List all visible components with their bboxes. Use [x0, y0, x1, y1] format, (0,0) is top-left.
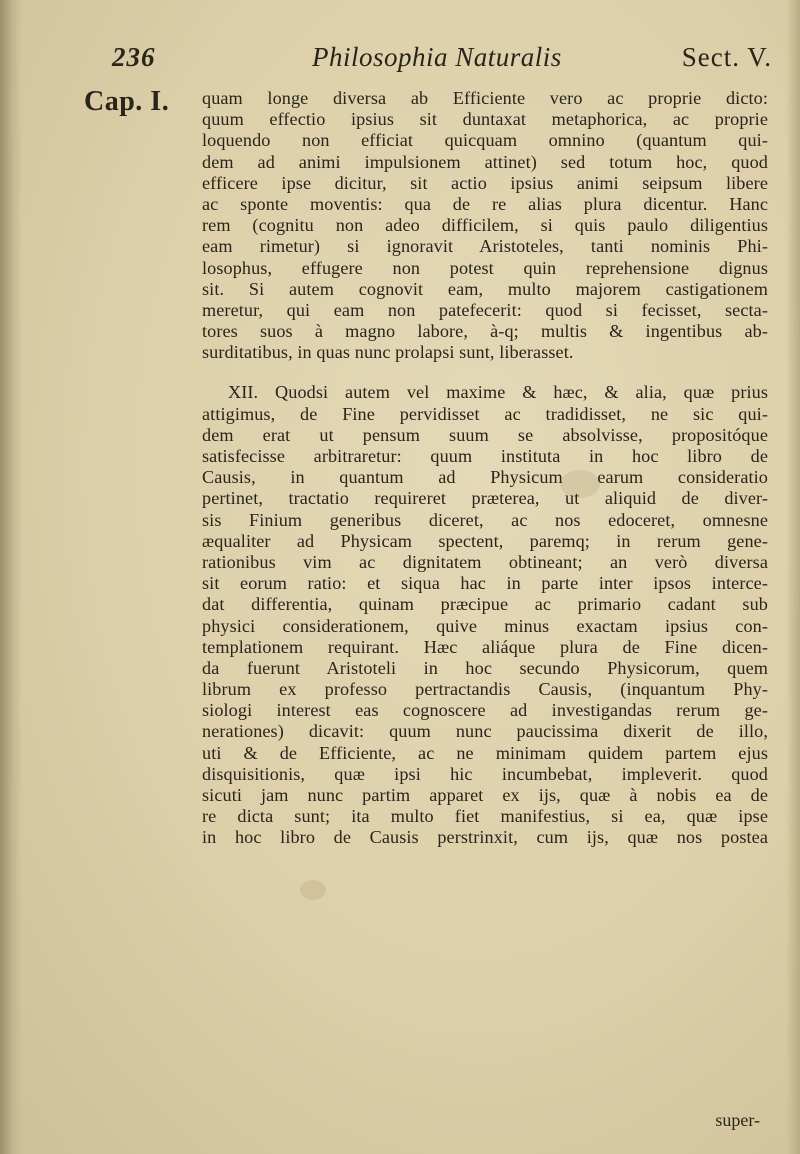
- text-line: efficere ipse dicitur, sit actio ipsius animi seipsum libere: [202, 172, 768, 193]
- text-line: æqualiter ad Physicam spectent, paremq; in rerum gene-: [202, 530, 768, 551]
- text-line: physici considerationem, quive minus exactam ipsius con-: [202, 615, 768, 636]
- text-line: uti & de Efficiente, ac ne minimam quidem partem ejus: [202, 742, 768, 763]
- text-line: sit eorum ratio: et siqua hac in parte inter ipsos interce-: [202, 573, 768, 594]
- running-title: Philosophia Naturalis: [312, 42, 562, 72]
- text-line: sis Finium generibus diceret, ac nos edoceret, omnesne: [202, 509, 768, 530]
- text-line: attigimus, de Fine pervidisset ac tradidisset, ne sic qui-: [202, 403, 768, 424]
- text-line: in hoc libro de Causis perstrinxit, cum ijs, quæ nos postea: [202, 827, 768, 848]
- text-line: tores suos à magno labore, à-q; multis & ingentibus ab-: [202, 321, 768, 342]
- binding-gutter: [0, 0, 22, 1154]
- text-line: nerationes) dicavit: quum nunc paucissima dixerit de illo,: [202, 721, 768, 742]
- text-line: quam longe diversa ab Efficiente vero ac proprie dicto:: [202, 88, 768, 108]
- text-line: dem ad animi impulsionem attinet) sed totum hoc, quod: [202, 151, 768, 172]
- text-line: XII. Quodsi autem vel maxime & hæc, & alia, quæ prius: [228, 382, 768, 403]
- text-line: rationibus vim ac dignitatem obtineant; an verò diversa: [202, 551, 768, 572]
- body-text: [202, 88, 768, 849]
- catchword: super-: [715, 1110, 760, 1130]
- page-header: [112, 38, 772, 78]
- text-line: dat differentia, quinam præcipue ac primario cadant sub: [202, 594, 768, 615]
- text-line: Causis, in quantum ad Physicum earum consideratio: [202, 467, 768, 488]
- text-line: losophus, effugere non potest quin reprehensione dignus: [202, 257, 768, 278]
- text-line: quum effectio ipsius sit duntaxat metaphorica, ac proprie: [202, 109, 768, 130]
- text-line: loquendo non efficiat quicquam omnino (quantum qui-: [202, 130, 768, 151]
- paragraph-2: [202, 382, 768, 848]
- text-line: siologi interest eas cognoscere ad investigandas rerum ge-: [202, 700, 768, 721]
- text-line: eam rimetur) si ignoravit Aristoteles, tanti nominis Phi-: [202, 236, 768, 257]
- text-line: satisfecisse arbitraretur: quum instituta in hoc libro de: [202, 446, 768, 466]
- text-line: librum ex professo pertractandis Causis, (inquantum Phy-: [202, 679, 768, 700]
- section-label: Sect. V.: [681, 42, 772, 72]
- text-line: rem (cognitu non adeo difficilem, si quis paulo diligentius: [202, 215, 768, 236]
- text-line: dem erat ut pensum suum se absolvisse, propositóque: [202, 424, 768, 445]
- text-line: pertinet, tractatio requireret præterea, ut aliquid de diver-: [202, 488, 768, 509]
- text-line: meretur, qui eam non patefecerit: quod si fecisset, secta-: [202, 299, 768, 320]
- paragraph-1: [202, 88, 768, 363]
- text-line: sicuti jam nunc partim apparet ex ijs, quæ à nobis ea de: [202, 785, 768, 805]
- paper-stain: [300, 880, 326, 900]
- text-line: surditatibus, in quas nunc prolapsi sunt, liberasset.: [202, 342, 574, 363]
- page-edge: [786, 0, 800, 1154]
- text-line: templationem requirant. Hæc aliáque plura de Fine dicen-: [202, 636, 768, 657]
- text-line: sit. Si autem cognovit eam, multo majorem castigationem: [202, 278, 768, 299]
- chapter-marginal-note: Cap. I.: [84, 86, 170, 117]
- paragraph-gap: [202, 363, 768, 382]
- text-line: re dicta sunt; ita multo fiet manifestius, si ea, quæ ipse: [202, 806, 768, 827]
- text-line: ac sponte moventis: qua de re alias plura dicentur. Hanc: [202, 193, 768, 214]
- page-number: 236: [112, 42, 156, 72]
- text-line: disquisitionis, quæ ipsi hic incumbebat, impleverit. quod: [202, 763, 768, 784]
- text-line: da fuerunt Aristoteli in hoc secundo Physicorum, quem: [202, 657, 768, 678]
